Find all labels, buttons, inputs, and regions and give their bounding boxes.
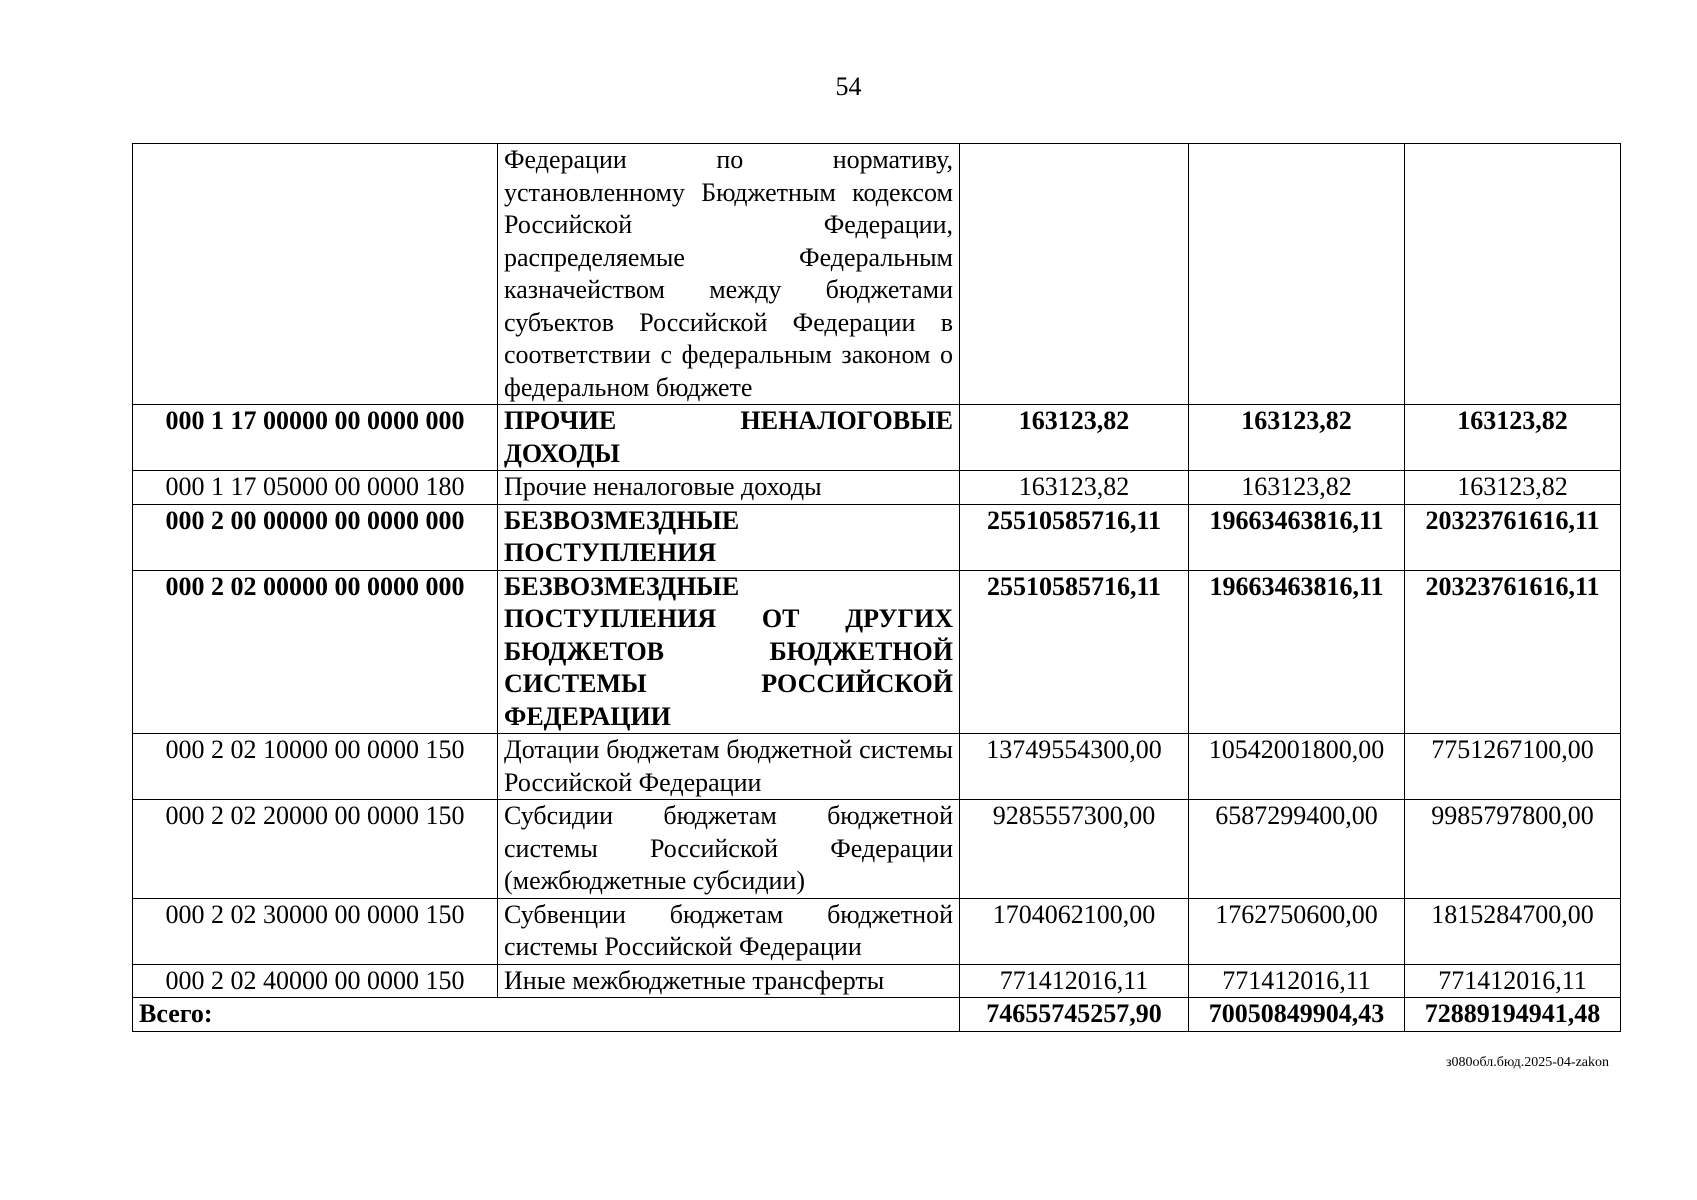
row-name: Иные межбюджетные трансферты (498, 964, 960, 998)
row-value-1: 771412016,11 (960, 964, 1189, 998)
row-value-3: 7751267100,00 (1405, 734, 1621, 800)
row-name: Субвенции бюджетам бюджетной системы Российской Федерации (498, 898, 960, 964)
table-row (133, 504, 1621, 570)
row-value-3: 20323761616,11 (1405, 504, 1621, 570)
row-code: 000 2 02 20000 00 0000 150 (133, 800, 498, 899)
total-value-3: 72889194941,48 (1405, 998, 1621, 1032)
row-value-2: 6587299400,00 (1189, 800, 1405, 899)
row-name: ПРОЧИЕ НЕНАЛОГОВЫЕ ДОХОДЫ (498, 405, 960, 471)
row-value-1: 163123,82 (960, 471, 1189, 505)
row-value-3 (1405, 144, 1621, 405)
row-value-1 (960, 144, 1189, 405)
row-value-1: 13749554300,00 (960, 734, 1189, 800)
row-name: БЕЗВОЗМЕЗДНЫЕ ПОСТУПЛЕНИЯ ОТ ДРУГИХ БЮДЖЕТОВ БЮДЖЕТНОЙ СИСТЕМЫ РОССИЙСКОЙ ФЕДЕРАЦИИ (498, 570, 960, 734)
row-code (133, 144, 498, 405)
row-name: Федерации по нормативу, установленному Бюджетным кодексом Российской Федерации, распределяемые Федеральным казначейством между бюджетами субъектов Российской Федерации в соответствии с федеральным законом о федеральном бюджете (498, 144, 960, 405)
row-code: 000 1 17 05000 00 0000 180 (133, 471, 498, 505)
row-value-3: 1815284700,00 (1405, 898, 1621, 964)
row-value-3: 771412016,11 (1405, 964, 1621, 998)
row-value-2 (1189, 144, 1405, 405)
row-value-1: 25510585716,11 (960, 504, 1189, 570)
table-row (133, 964, 1621, 998)
row-value-2: 163123,82 (1189, 471, 1405, 505)
row-name: Субсидии бюджетам бюджетной системы Российской Федерации (межбюджетные субсидии) (498, 800, 960, 899)
row-name: Прочие неналоговые доходы (498, 471, 960, 505)
table-row (133, 405, 1621, 471)
table-row (133, 800, 1621, 899)
row-value-1: 9285557300,00 (960, 800, 1189, 899)
total-value-1: 74655745257,90 (960, 998, 1189, 1032)
row-value-3: 163123,82 (1405, 405, 1621, 471)
row-code: 000 1 17 00000 00 0000 000 (133, 405, 498, 471)
row-value-1: 1704062100,00 (960, 898, 1189, 964)
document-footer-code: з080обл.бюд.2025-04-zakon (1445, 1055, 1609, 1070)
page-number: 54 (835, 72, 862, 101)
row-code: 000 2 00 00000 00 0000 000 (133, 504, 498, 570)
row-code: 000 2 02 40000 00 0000 150 (133, 964, 498, 998)
budget-revenue-table (132, 143, 1621, 1032)
row-value-2: 771412016,11 (1189, 964, 1405, 998)
row-name: БЕЗВОЗМЕЗДНЫЕ ПОСТУПЛЕНИЯ (498, 504, 960, 570)
row-value-3: 20323761616,11 (1405, 570, 1621, 734)
table-row (133, 471, 1621, 505)
table-row (133, 734, 1621, 800)
total-value-2: 70050849904,43 (1189, 998, 1405, 1032)
row-value-2: 10542001800,00 (1189, 734, 1405, 800)
row-code: 000 2 02 10000 00 0000 150 (133, 734, 498, 800)
total-row (133, 998, 1621, 1032)
row-name: Дотации бюджетам бюджетной системы Российской Федерации (498, 734, 960, 800)
total-label: Всего: (133, 998, 960, 1032)
row-value-2: 19663463816,11 (1189, 504, 1405, 570)
row-value-1: 163123,82 (960, 405, 1189, 471)
table-row (133, 144, 1621, 405)
row-code: 000 2 02 30000 00 0000 150 (133, 898, 498, 964)
row-value-3: 163123,82 (1405, 471, 1621, 505)
row-value-1: 25510585716,11 (960, 570, 1189, 734)
table-row (133, 570, 1621, 734)
table-row (133, 898, 1621, 964)
row-value-2: 19663463816,11 (1189, 570, 1405, 734)
row-code: 000 2 02 00000 00 0000 000 (133, 570, 498, 734)
row-value-2: 1762750600,00 (1189, 898, 1405, 964)
row-value-2: 163123,82 (1189, 405, 1405, 471)
row-value-3: 9985797800,00 (1405, 800, 1621, 899)
